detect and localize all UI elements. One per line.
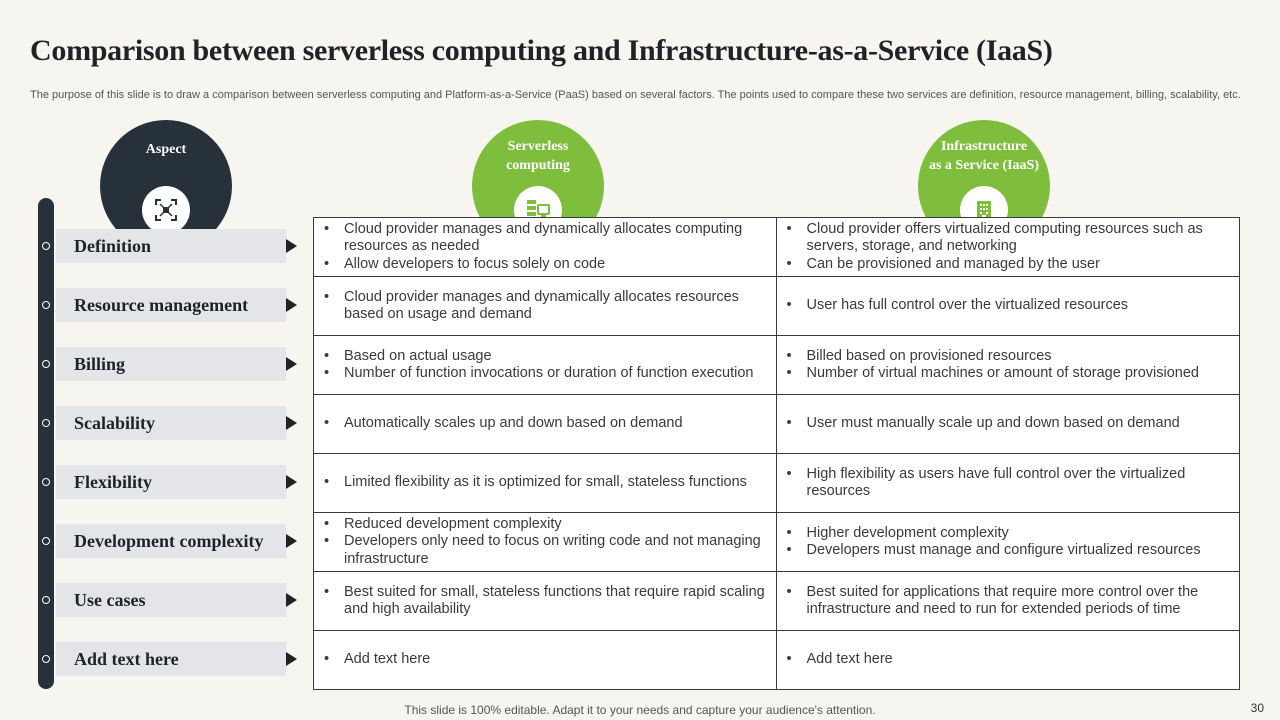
table-row <box>314 395 1240 454</box>
iaas-header-line2: as a Service (IaaS) <box>928 158 1040 173</box>
bullet-item: • Number of virtual machines or amount of storage provisioned <box>787 365 1232 383</box>
serverless-header-line1: Serverless <box>507 139 569 154</box>
bullet-item: • Cloud provider manages and dynamically allocates computing resources as needed <box>324 221 768 256</box>
serverless-cell <box>314 454 777 513</box>
bullet-item: • Add text here <box>324 651 768 669</box>
bullet-item: • Number of function invocations or duration of function execution <box>324 365 768 383</box>
table-row <box>314 454 1240 513</box>
triangle-right-icon <box>286 357 297 371</box>
rail-dot <box>42 419 50 427</box>
triangle-right-icon <box>286 593 297 607</box>
rail-dot <box>42 242 50 250</box>
bullet-item: • Allow developers to focus solely on code <box>324 256 768 274</box>
bullet-item: • User has full control over the virtualized resources <box>787 297 1232 315</box>
triangle-right-icon <box>286 534 297 548</box>
rail-dot <box>42 360 50 368</box>
serverless-header-line2: computing <box>506 158 570 173</box>
rail-dot <box>42 596 50 604</box>
bullet-item: • Can be provisioned and managed by the user <box>787 256 1232 274</box>
bullet-item: • Developers only need to focus on writing code and not managing infrastructure <box>324 533 768 568</box>
rail-dot <box>42 478 50 486</box>
triangle-right-icon <box>286 652 297 666</box>
serverless-cell <box>314 513 777 572</box>
slide-footer: This slide is 100% editable. Adapt it to your needs and capture your audience's attention. <box>404 703 876 717</box>
bullet-item: • High flexibility as users have full control over the virtualized resources <box>787 466 1232 501</box>
bullet-item: • User must manually scale up and down based on demand <box>787 415 1232 433</box>
rail-dot <box>42 655 50 663</box>
bullet-item: • Limited flexibility as it is optimized for small, stateless functions <box>324 474 768 492</box>
bullet-item: • Based on actual usage <box>324 348 768 366</box>
aspect-header-label: Aspect <box>145 142 187 157</box>
serverless-cell <box>314 277 777 336</box>
aspect-label-development-complexity: Development complexity <box>56 524 286 558</box>
table-row <box>314 572 1240 631</box>
serverless-cell <box>314 631 777 690</box>
slide-title: Comparison between serverless computing and Infrastructure-as-a-Service (IaaS) <box>30 34 1053 67</box>
rail-dot <box>42 537 50 545</box>
triangle-right-icon <box>286 239 297 253</box>
page-number: 30 <box>1250 701 1264 715</box>
aspect-label-flexibility: Flexibility <box>56 465 286 499</box>
iaas-cell <box>776 572 1240 631</box>
iaas-cell <box>776 513 1240 572</box>
focus-frame-icon <box>142 186 190 234</box>
bullet-item: • Automatically scales up and down based on demand <box>324 415 768 433</box>
triangle-right-icon <box>286 298 297 312</box>
iaas-cell <box>776 395 1240 454</box>
aspect-label-resource-management: Resource management <box>56 288 286 322</box>
iaas-cell <box>776 631 1240 690</box>
iaas-header-line1: Infrastructure <box>940 139 1028 154</box>
aspect-label-use-cases: Use cases <box>56 583 286 617</box>
bullet-item: • Best suited for applications that require more control over the infrastructure and need to run for extended periods of time <box>787 584 1232 619</box>
bullet-item: • Reduced development complexity <box>324 516 768 534</box>
slide-subtitle: The purpose of this slide is to draw a comparison between serverless computing and Platform-as-a-Service (PaaS) based on several factors. The points used to compare these two services are definition, resource management, billing, scalability, etc. <box>30 89 1241 101</box>
serverless-cell <box>314 336 777 395</box>
table-row <box>314 513 1240 572</box>
triangle-right-icon <box>286 475 297 489</box>
aspect-label-scalability: Scalability <box>56 406 286 440</box>
bullet-item: • Best suited for small, stateless functions that require rapid scaling and high availability <box>324 584 768 619</box>
rail-dot <box>42 301 50 309</box>
table-row <box>314 277 1240 336</box>
iaas-cell <box>776 336 1240 395</box>
table-row <box>314 631 1240 690</box>
bullet-item: • Higher development complexity <box>787 525 1232 543</box>
bullet-item: • Billed based on provisioned resources <box>787 348 1232 366</box>
bullet-item: • Cloud provider offers virtualized computing resources such as servers, storage, and networking <box>787 221 1232 256</box>
aspect-label-definition: Definition <box>56 229 286 263</box>
table-row <box>314 218 1240 277</box>
table-row <box>314 336 1240 395</box>
serverless-cell <box>314 395 777 454</box>
serverless-cell <box>314 218 777 277</box>
iaas-cell <box>776 454 1240 513</box>
aspect-label-billing: Billing <box>56 347 286 381</box>
serverless-cell <box>314 572 777 631</box>
comparison-table <box>313 217 1240 690</box>
aspect-rail <box>38 198 54 689</box>
bullet-item: • Cloud provider manages and dynamically allocates resources based on usage and demand <box>324 289 768 324</box>
bullet-item: • Add text here <box>787 651 1232 669</box>
aspect-label-add-text: Add text here <box>56 642 286 676</box>
iaas-cell <box>776 277 1240 336</box>
bullet-item: • Developers must manage and configure virtualized resources <box>787 542 1232 560</box>
triangle-right-icon <box>286 416 297 430</box>
iaas-cell <box>776 218 1240 277</box>
